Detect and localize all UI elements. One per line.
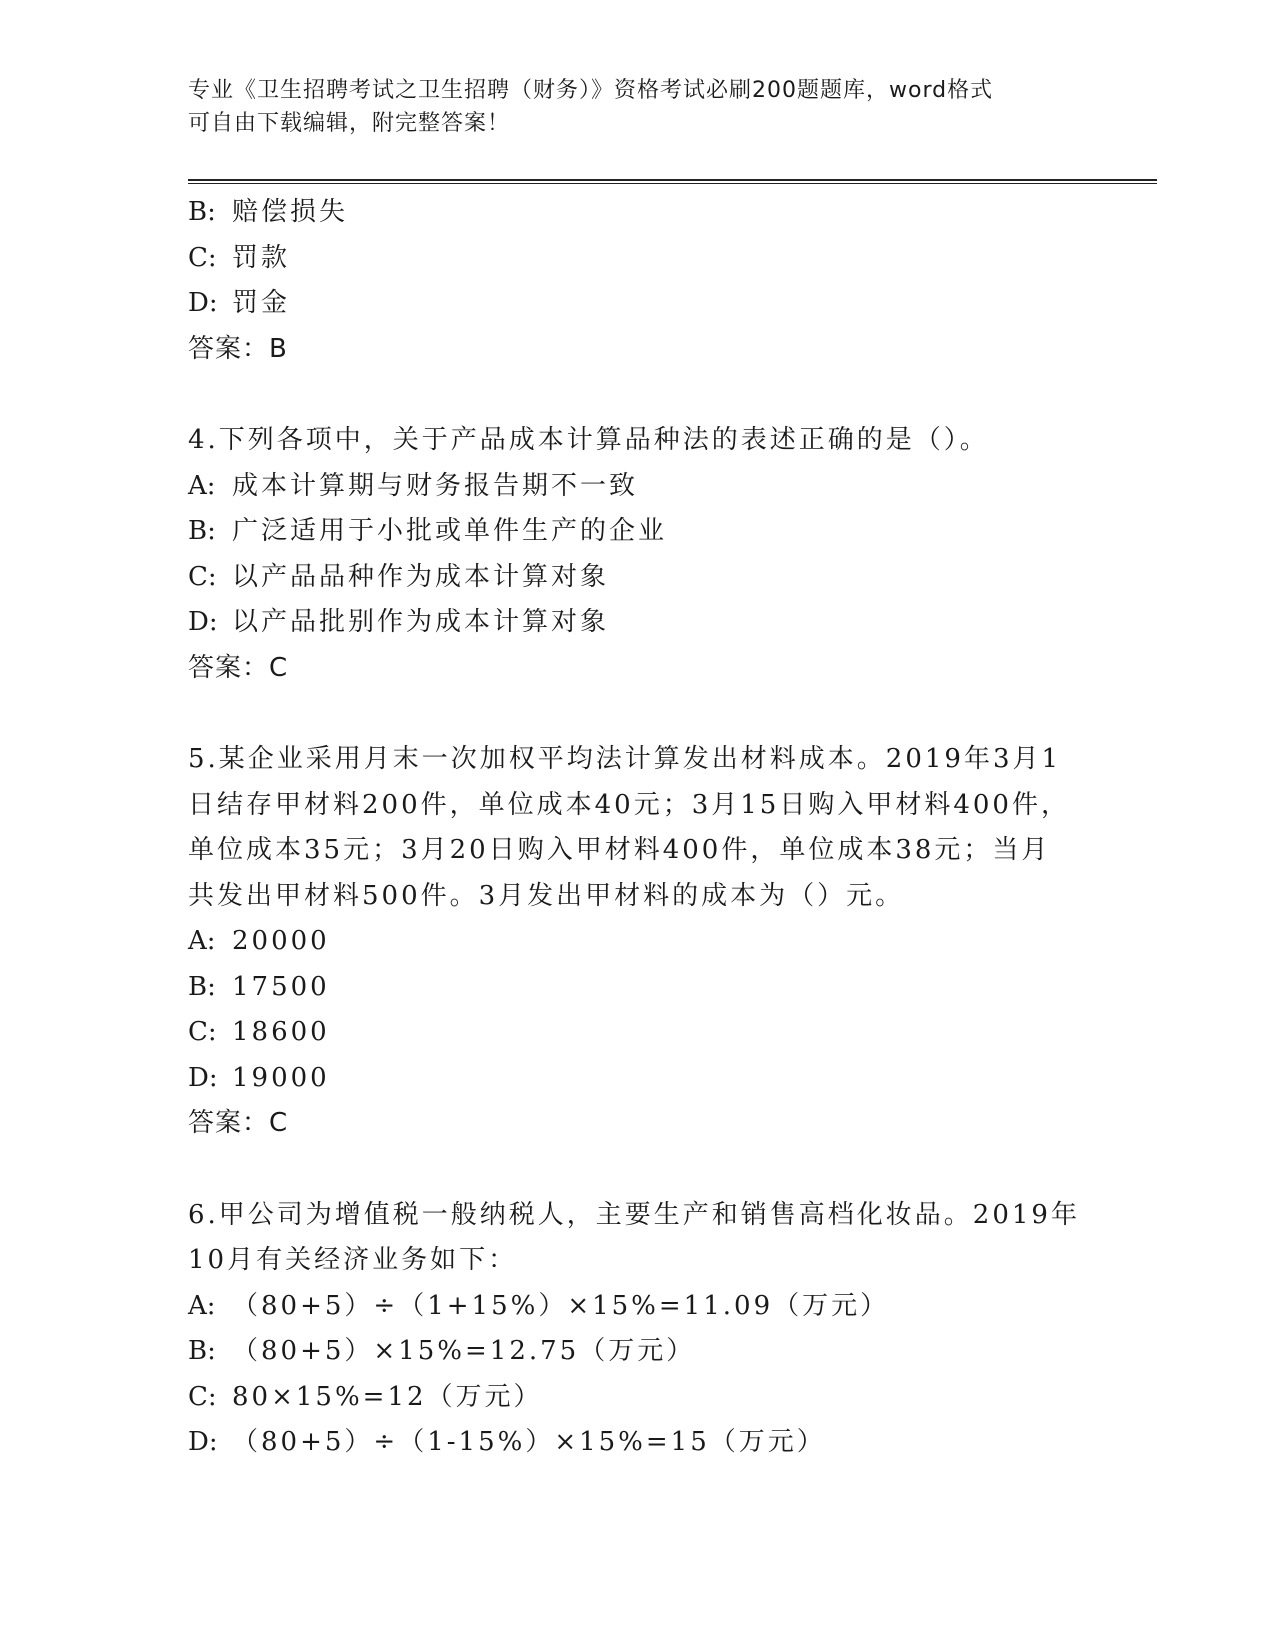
option-a bbox=[188, 1284, 1088, 1330]
option-text: 20000 bbox=[232, 926, 330, 956]
option-letter: B: bbox=[188, 197, 216, 227]
stem-line: 5.某企业采用月末一次加权平均法计算发出材料成本。2019年3月1 bbox=[188, 744, 1062, 774]
option-text: 18600 bbox=[232, 1017, 330, 1047]
option-text: 广泛适用于小批或单件生产的企业 bbox=[232, 516, 668, 546]
option-letter: B: bbox=[188, 516, 216, 546]
option-d bbox=[188, 281, 1088, 327]
option-b bbox=[188, 190, 1088, 236]
option-text: 罚款 bbox=[232, 242, 291, 273]
option-text: 赔偿损失 bbox=[232, 197, 349, 227]
question-5 bbox=[188, 737, 1088, 1147]
question-stem bbox=[188, 1193, 1080, 1284]
option-text: 以产品批别作为成本计算对象 bbox=[232, 607, 610, 637]
option-letter: C: bbox=[188, 242, 217, 273]
answer-line: 答案：B bbox=[188, 333, 288, 364]
stem-line: 单位成本35元；3月20日购入甲材料400件，单位成本38元；当月 bbox=[188, 835, 1051, 865]
header-divider bbox=[188, 179, 1157, 184]
option-a bbox=[188, 919, 1088, 965]
option-letter: D: bbox=[188, 1062, 218, 1093]
option-letter: D: bbox=[188, 288, 218, 318]
question-stem bbox=[188, 737, 1068, 919]
answer-line: 答案：C bbox=[188, 1108, 289, 1138]
option-letter: B: bbox=[188, 1336, 216, 1366]
option-text: 80×15%=12（万元） bbox=[232, 1381, 543, 1412]
option-letter: C: bbox=[188, 1017, 217, 1047]
option-letter: D: bbox=[188, 1427, 218, 1457]
option-d bbox=[188, 1056, 1088, 1102]
option-text: 17500 bbox=[232, 971, 330, 1002]
document-header bbox=[188, 74, 1068, 140]
stem-line: 共发出甲材料500件。3月发出甲材料的成本为（）元。 bbox=[188, 880, 905, 911]
stem-line: 6.甲公司为增值税一般纳税人，主要生产和销售高档化妆品。2019年 bbox=[188, 1199, 1080, 1230]
spacer bbox=[188, 691, 1088, 737]
option-c bbox=[188, 236, 1088, 282]
document-body bbox=[188, 190, 1088, 1466]
option-a bbox=[188, 464, 1088, 510]
option-c bbox=[188, 1010, 1088, 1056]
option-text: 罚金 bbox=[232, 288, 291, 318]
option-d bbox=[188, 600, 1088, 646]
option-letter: D: bbox=[188, 607, 218, 637]
option-text: （80+5）÷（1-15%）×15%=15（万元） bbox=[232, 1427, 826, 1457]
option-letter: C: bbox=[188, 1381, 217, 1412]
spacer bbox=[188, 1147, 1088, 1193]
option-c bbox=[188, 555, 1088, 601]
option-letter: B: bbox=[188, 971, 216, 1002]
spacer bbox=[188, 372, 1088, 418]
option-d bbox=[188, 1420, 1088, 1466]
question-4 bbox=[188, 418, 1088, 691]
stem-line: 日结存甲材料200件，单位成本40元；3月15日购入甲材料400件， bbox=[188, 789, 1070, 820]
question-stem: 4.下列各项中，关于产品成本计算品种法的表述正确的是（）。 bbox=[188, 425, 989, 455]
stem-line: 10月有关经济业务如下： bbox=[188, 1245, 518, 1275]
option-text: 以产品品种作为成本计算对象 bbox=[232, 561, 610, 592]
option-letter: A: bbox=[188, 1290, 216, 1321]
option-text: 成本计算期与财务报告期不一致 bbox=[232, 470, 639, 501]
option-letter: A: bbox=[188, 926, 216, 956]
header-line-2: 可自由下载编辑，附完整答案！ bbox=[188, 111, 511, 136]
header-line-1: 专业《卫生招聘考试之卫生招聘（财务）》资格考试必刷200题题库，word格式 bbox=[188, 78, 994, 103]
option-b bbox=[188, 509, 1088, 555]
option-text: （80+5）÷（1+15%）×15%=11.09（万元） bbox=[232, 1290, 890, 1321]
answer-line: 答案：C bbox=[188, 652, 289, 683]
option-c bbox=[188, 1375, 1088, 1421]
question-3 bbox=[188, 190, 1088, 372]
question-6 bbox=[188, 1193, 1088, 1466]
option-b bbox=[188, 965, 1088, 1011]
option-letter: A: bbox=[188, 470, 216, 501]
option-text: 19000 bbox=[232, 1062, 330, 1093]
option-text: （80+5）×15%=12.75（万元） bbox=[232, 1336, 696, 1366]
option-letter: C: bbox=[188, 561, 217, 592]
option-b bbox=[188, 1329, 1088, 1375]
